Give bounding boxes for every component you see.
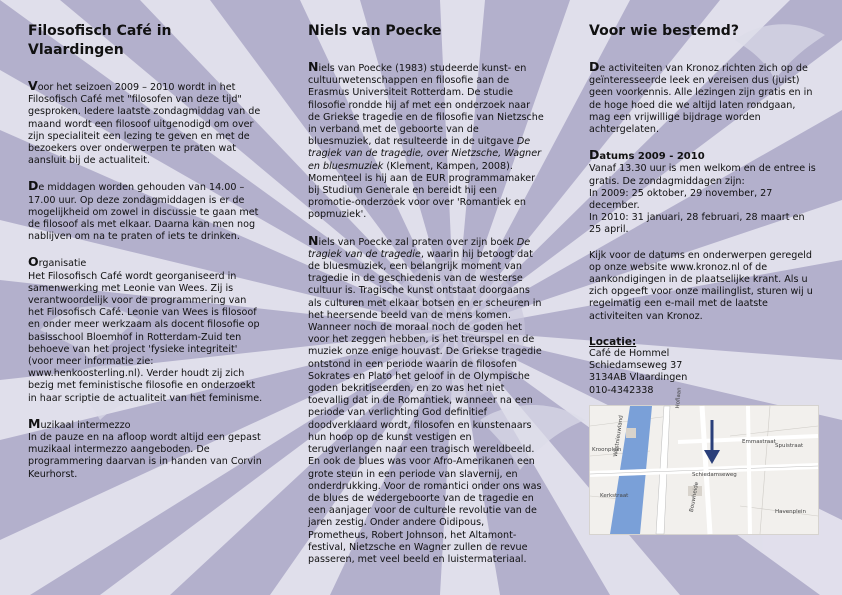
times-text: e middagen worden gehouden van 14.00 – 17.00 uur. Op deze zondagmiddagen is er de mogelijkheid om zowel in discussie te gaan met de filosoof als met elkaar. Daarna kan men nog nablijven om na te praten of iets te drinken. xyxy=(28,182,259,243)
speaker-bio-paragraph xyxy=(308,61,544,222)
datums-text-1: Vanaf 13.30 uur is men welkom en de entree is gratis. De zondagmiddagen zijn: xyxy=(589,163,816,187)
organisatie-heading xyxy=(28,256,263,270)
street-label: Hoflaan xyxy=(674,387,683,409)
times-paragraph xyxy=(28,180,263,243)
lecture-text-b: , waarin hij betoogt dat de bluesmuziek, een belangrijk moment van tragedie in de geschiedenis van de westerse cultuur is. Tragische kunst ontstaat doorgaans als culturen met elkaar botsen en er scheuren in het heersende beeld van de mens komen. Wanneer noch de moraal noch de goden het voor het zeggen hebben, is het treurspel en de muziek onze enige houvast. De Griekse tragedie ontstond in een periode waarin de filosofen Sokrates en Plato het geloof in de Olympische goden bekritiseerden, en zo was het niet toevallig dat in de Romantiek, wanneer na een periode van verlichting God definitief doodverklaard wordt, filosofen en kunstenaars hun hoop op de kunst vestigen en terugverlangen naar een tragisch wereldbeeld. En ook de blues was voor Afro-Amerikanen een grote steun in een periode van slavernij, en onderdrukking. Voor de romantici onder ons was de blues de wedergeboorte van de tragedie en een aanjager voor de culturele revolutie van de jaren zestig. Onder andere Oidipous, Prometheus, Robert Johnson, het Altamont-festival, Nietzsche en Wagner zullen de revue passeren, met veel beeld en luistermateriaal. xyxy=(308,248,542,565)
street-label: Kerkstraat xyxy=(600,492,629,499)
bio-text-b: (Klement, Kampen, 2008). Momenteel is hij aan de EUR programmamaker bij Studium Generale en bereidt hij een promotie-onderzoek voor over 'Romantiek en popmuziek'. xyxy=(308,160,536,221)
street-label: Westnieuwland xyxy=(612,414,625,458)
street-label: Havenplein xyxy=(775,508,807,515)
locatie-label: ocatie: xyxy=(595,335,637,348)
organisatie-paragraph: Het Filosofisch Café wordt georganiseerd in samenwerking met Leonie van Wees. Zij is verantwoordelijk voor de programmering van het Filosofisch Café. Leonie van Wees is filosoof en onder meer werkzaam als docent filosofie op basisschool Bloemhof in Rotterdam-Zuid ten behoeve van het project 'fysieke integriteit' (voor meer informatie zie: www.henkoosterling.nl). Verder houdt zij zich bezig met feministische filosofie en onderzoekt in haar scriptie de actualiteit van het feminisme. xyxy=(28,270,263,404)
bio-text-a: iels van Poecke (1983) studeerde kunst- en cultuurwetenschappen en filosofie aan de Erasmus Universiteit Rotterdam. De studie filosofie rondde hij af met een onderzoek naar de Griekse tragedie en de filosofie van Nietzsche in verband met de geboorte van de bluesmuziek, dat resulteerde in de uitgave xyxy=(308,63,544,148)
muzikaal-heading xyxy=(28,415,263,432)
drop-cap: O xyxy=(28,254,39,270)
datums-text-2: In 2009: 25 oktober, 29 november, 27 december. xyxy=(589,187,773,212)
drop-cap: N xyxy=(308,59,319,74)
speaker-title: Niels van Poecke xyxy=(308,23,442,39)
organisatie-label: rganisatie xyxy=(38,258,87,270)
datums-label: atums 2009 - 2010 xyxy=(599,151,705,163)
locatie-heading xyxy=(589,336,817,348)
audience-text: e activiteiten van Kronoz richten zich op de geïnteresseerde leek en vereisen dus (juist) geen voorkennis. Alle lezingen zijn gratis en in de hoge hoed die we altijd laten rondgaan, mag een vrijwillige bijdrage worden achtergelaten. xyxy=(589,63,813,136)
intro-title: Filosofisch Café in Vlaardingen xyxy=(28,23,172,58)
drop-cap: D xyxy=(589,147,600,163)
muzikaal-paragraph: In de pauze en na afloop wordt altijd een gepast muzikaal intermezzo aangeboden. De programmering daarvan is in handen van Corvin Keurhorst. xyxy=(28,432,262,480)
intro-text: oor het seizoen 2009 – 2010 wordt in het Filosofisch Café met "filosofen van deze tijd" gesproken. Iedere laatste zondagmiddag van de maand wordt een filosoof uitgenodigd om over zijn specialiteit een lezing te geven en met de bezoekers over onderwerpen te praten wat aansluit bij de actualiteit. xyxy=(28,82,261,167)
drop-cap: V xyxy=(28,78,38,93)
drop-cap: M xyxy=(28,415,41,431)
drop-cap: D xyxy=(28,178,39,194)
drop-cap: D xyxy=(589,59,600,74)
column-info xyxy=(589,22,817,535)
location-street: Schiedamseweg 37 xyxy=(589,360,683,372)
column-speaker xyxy=(308,22,544,579)
kijk-paragraph: Kijk voor de datums en onderwerpen geregeld op onze website www.kronoz.nl of de aankondigingen in de plaatselijke krant. Als u zich opgeeft voor onze mailinglist, sturen wij u regelmatig een e-mail met de laatste activiteiten van Kronoz. xyxy=(589,249,813,322)
book-title: De tragiek van de tragedie xyxy=(308,236,531,260)
location-name: Café de Hommel xyxy=(589,348,670,360)
audience-title: Voor wie bestemd? xyxy=(589,23,739,39)
book-title: De tragiek van de tragedie, over Nietzsche, Wagner en bluesmuziek xyxy=(308,136,542,172)
street-label: Bouwheide xyxy=(688,481,701,513)
muzikaal-label: uzikaal intermezzo xyxy=(40,419,131,431)
street-label: Kroonplein xyxy=(592,446,622,453)
location-phone: 010-4342338 xyxy=(589,384,654,396)
location-postcode: 3134AB Vlaardingen xyxy=(589,372,688,384)
lecture-paragraph xyxy=(308,232,544,566)
drop-cap: N xyxy=(308,232,319,248)
audience-paragraph xyxy=(589,61,817,136)
datums-heading xyxy=(589,149,817,163)
drop-cap: L xyxy=(589,335,596,348)
datums-text-3: In 2010: 31 januari, 28 februari, 28 maart en 25 april. xyxy=(589,212,805,236)
lecture-text-a: iels van Poecke zal praten over zijn boek xyxy=(318,236,517,248)
street-label: Schiedamseweg xyxy=(692,471,737,478)
intro-paragraph xyxy=(28,80,263,167)
street-label: Emmastraat xyxy=(742,438,776,445)
column-intro xyxy=(28,22,263,494)
street-label: Spuistraat xyxy=(775,442,804,449)
